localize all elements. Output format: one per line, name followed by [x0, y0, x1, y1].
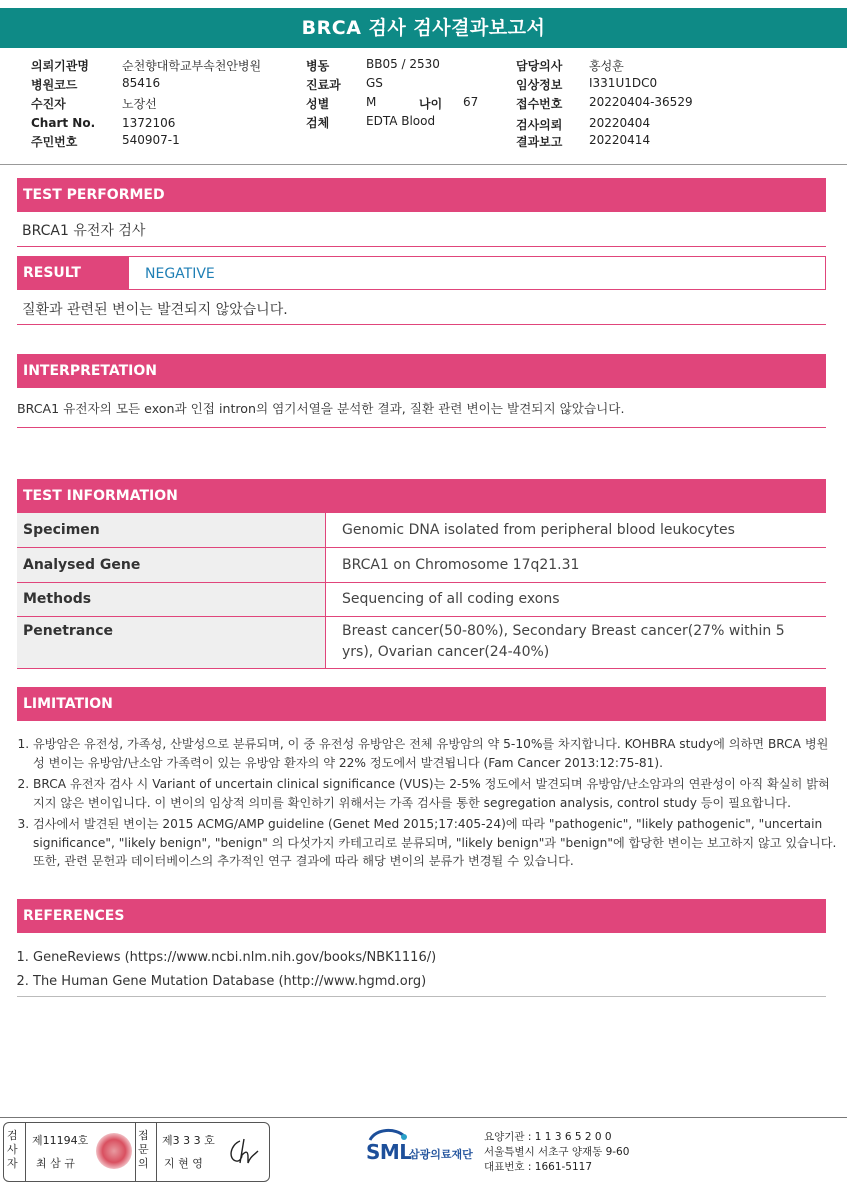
interpretation-heading: INTERPRETATION: [17, 354, 826, 388]
info-value: M: [366, 95, 377, 109]
row-value: Genomic DNA isolated from peripheral blood leukocytes: [326, 513, 827, 547]
examiner-no: 제11194호: [32, 1134, 89, 1147]
examiner-name: 최 삼 규: [36, 1157, 75, 1170]
sml-logo: [366, 1128, 473, 1168]
result-heading: RESULT: [17, 256, 826, 290]
age-value: 67: [463, 95, 479, 109]
report-title: BRCA 검사 검사결과보고서: [0, 8, 847, 48]
info-label: 담당의사: [516, 59, 563, 73]
org-code: 요양기관 : 1 1 3 6 5 2 0 0: [484, 1131, 612, 1143]
row-key: Methods: [17, 582, 326, 616]
info-value: 20220414: [589, 133, 651, 147]
list-item: 2. The Human Gene Mutation Database (http://www.hgmd.org): [33, 970, 840, 994]
row-value: Sequencing of all coding exons: [326, 582, 827, 616]
table-row: [17, 616, 826, 668]
references-list: [17, 946, 840, 994]
limitation-heading: LIMITATION: [17, 687, 826, 721]
row-value: BRCA1 on Chromosome 17q21.31: [326, 547, 827, 582]
info-value: 1372106: [122, 116, 176, 130]
result-value: NEGATIVE: [129, 256, 826, 290]
test-performed-value: BRCA1 유전자 검사: [22, 223, 146, 239]
info-label: 진료과: [306, 78, 341, 92]
table-row: [17, 582, 826, 616]
cell-divider: [135, 1123, 136, 1181]
row-value: Breast cancer(50-80%), Secondary Breast cancer(27% within 5 yrs), Ovarian cancer(24-40%): [326, 616, 827, 668]
info-label: Chart No.: [31, 116, 96, 130]
list-item: 1. GeneReviews (https://www.ncbi.nlm.nih.gov/books/NBK1116/): [33, 946, 840, 970]
section-divider: [17, 427, 826, 428]
org-address: 서울특별시 서초구 양재동 9-60: [484, 1146, 630, 1158]
info-value: 홍성훈: [589, 59, 624, 73]
examiner-label: 검사자: [7, 1129, 18, 1170]
info-label: 병원코드: [31, 78, 78, 92]
test-information-table: [17, 513, 826, 669]
info-label: 검체: [306, 116, 330, 130]
approver-label: 접문의: [138, 1129, 149, 1170]
info-label: 검사의뢰: [516, 118, 563, 132]
limitation-list: [17, 735, 840, 874]
section-divider: [17, 246, 826, 247]
test-performed-heading: TEST PERFORMED: [17, 178, 826, 212]
table-row: [17, 513, 826, 547]
info-label: 접수번호: [516, 97, 563, 111]
cell-divider: [156, 1123, 157, 1181]
sml-logo-text: SML: [366, 1140, 412, 1164]
info-value: 노장선: [122, 97, 157, 111]
info-value: I331U1DC0: [589, 76, 658, 90]
signature-icon: [226, 1137, 264, 1167]
age-label: 나이: [419, 97, 443, 111]
info-value: BB05 / 2530: [366, 57, 440, 71]
org-phone: 대표번호 : 1661-5117: [484, 1161, 593, 1173]
seal-stamp-icon: [96, 1133, 132, 1169]
signature-box: [3, 1122, 270, 1182]
header-divider: [0, 164, 847, 165]
info-label: 결과보고: [516, 135, 563, 149]
info-value: GS: [366, 76, 383, 90]
info-value: 20220404: [589, 116, 651, 130]
list-item: 3. 검사에서 발견된 변이는 2015 ACMG/AMP guideline (Genet Med 2015;17:405-24)에 따라 "pathogenic", "likely pathogenic", "uncertain significance", "likely benign", "benign" 의 다섯가지 카테고리로 분류되며, "likely benign"과 "benign"에 합당한 변이는 보고하지 않고 있습니다. 또한, 관련 문헌과 데이터베이스의 추가적인 연구 결과에 따라 해당 변이의 분류가 변경될 수 있습니다.: [33, 815, 840, 871]
list-item: 1. 유방암은 유전성, 가족성, 산발성으로 분류되며, 이 중 유전성 유방암은 전체 유방암의 약 5-10%를 차지합니다. KOHBRA study에 의하면 BRCA 병원성 변이는 유방암/난소암 가족력이 있는 유방암 환자의 약 22% 정도에서 발견됩니다 (Fam Cancer 2013:12:75-81).: [33, 735, 840, 772]
footer-divider: [0, 1117, 847, 1118]
info-label: 의뢰기관명: [31, 59, 89, 73]
row-key: Specimen: [17, 513, 326, 547]
info-label: 임상정보: [516, 78, 563, 92]
approver-name: 지 현 영: [164, 1157, 203, 1170]
references-heading: REFERENCES: [17, 899, 826, 933]
org-name: 삼광의료재단: [409, 1148, 473, 1161]
result-note: 질환과 관련된 변이는 발견되지 않았습니다.: [22, 302, 288, 318]
approver-no: 제3 3 3 호: [162, 1134, 215, 1147]
org-contact: [484, 1130, 629, 1175]
cell-divider: [25, 1123, 26, 1181]
section-divider: [17, 996, 826, 997]
list-item: 2. BRCA 유전자 검사 시 Variant of uncertain clinical significance (VUS)는 2-5% 정도에서 발견되며 유방암/난소암과의 연관성이 아직 확실히 밝혀지지 않은 변이입니다. 이 변이의 임상적 의미를 확인하기 위해서는 가족 검사를 통한 segregation analysis, control study 등이 필요합니다.: [33, 775, 840, 812]
section-divider: [17, 324, 826, 325]
info-value: 85416: [122, 76, 161, 90]
info-label: 수진자: [31, 97, 66, 111]
info-label: 성별: [306, 97, 330, 111]
info-label: 주민번호: [31, 135, 78, 149]
info-label: 병동: [306, 59, 330, 73]
table-row: [17, 547, 826, 582]
test-information-heading: TEST INFORMATION: [17, 479, 826, 513]
row-key: Analysed Gene: [17, 547, 326, 582]
info-value: 순천향대학교부속천안병원: [122, 59, 262, 73]
info-value: 20220404-36529: [589, 95, 693, 109]
info-value: 540907-1: [122, 133, 180, 147]
row-key: Penetrance: [17, 616, 326, 668]
info-value: EDTA Blood: [366, 114, 436, 128]
interpretation-text: BRCA1 유전자의 모든 exon과 인접 intron의 염기서열을 분석한 결과, 질환 관련 변이는 발견되지 않았습니다.: [17, 401, 625, 416]
